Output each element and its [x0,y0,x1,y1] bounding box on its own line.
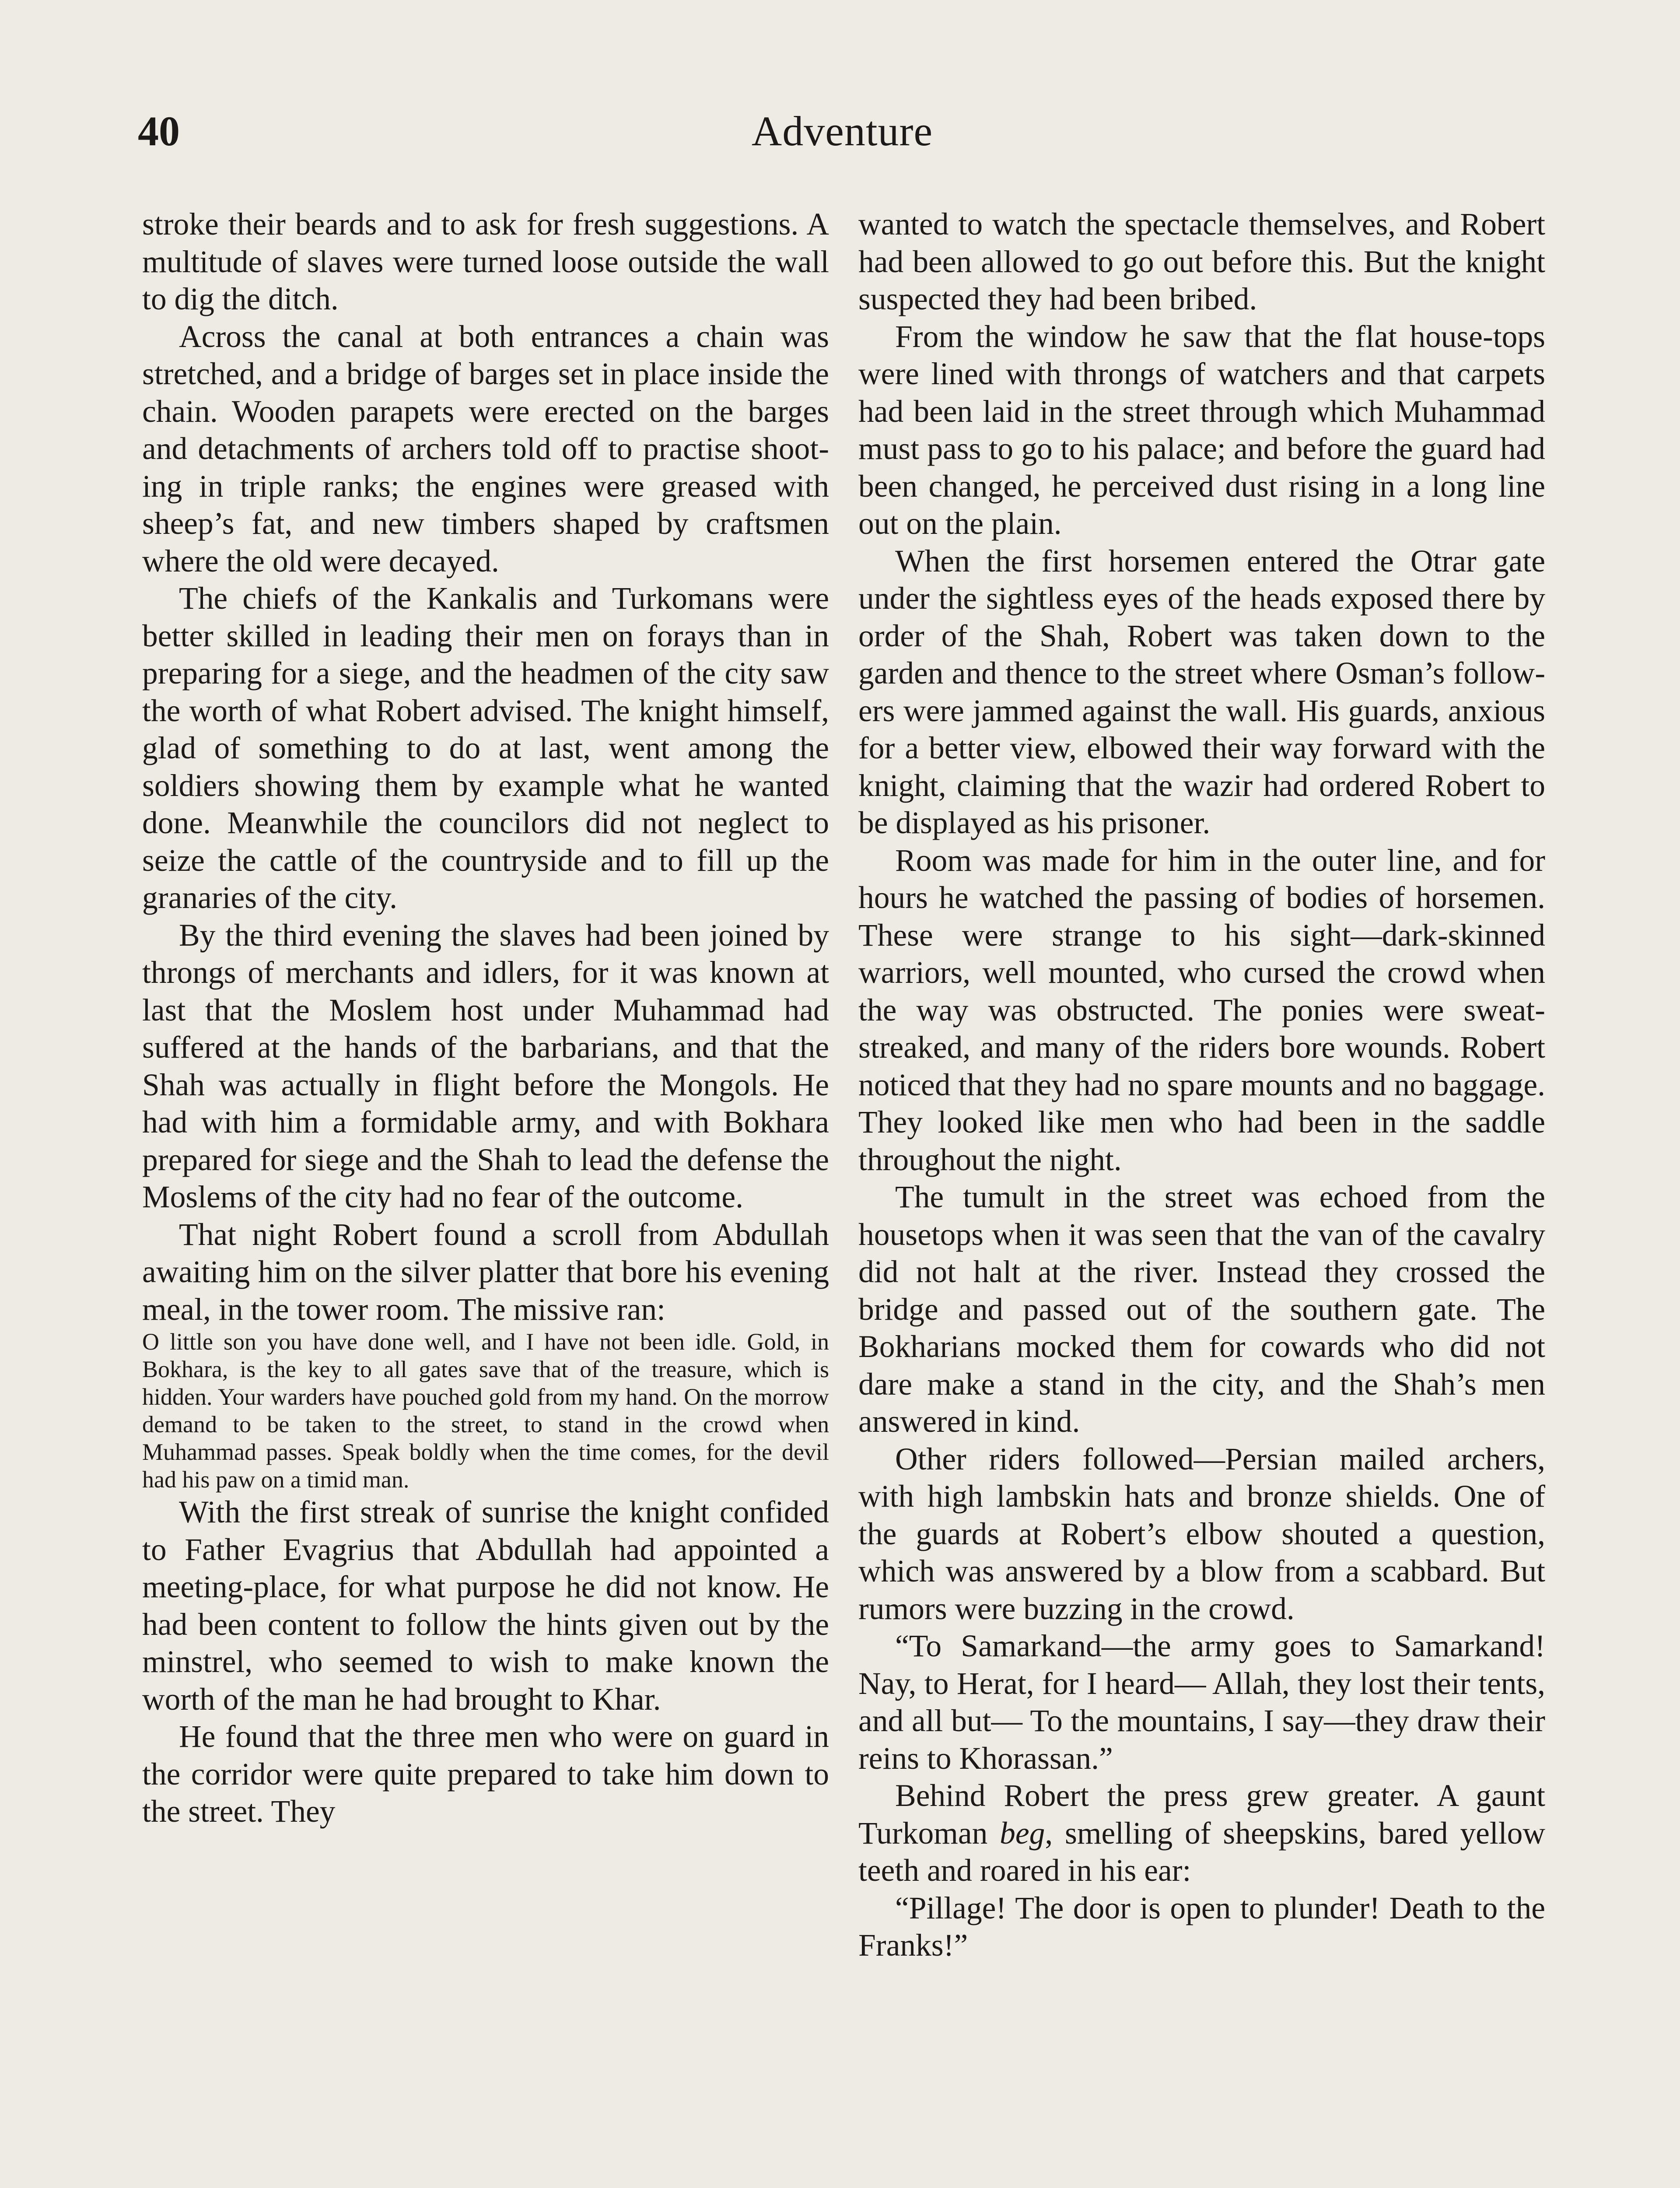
left-column [142,206,829,1830]
paragraph: wanted to watch the spectacle themselves, and Robert had been allowed to go out before this. But the knight suspected they had been bribed. [858,207,1545,316]
paragraph: Other riders followed—Persian mailed archers, with high lambskin hats and bronze shields. One of the guards at Robert’s elbow shouted a question, which was answered by a blow from a scabbard. But rumors were buzzing in the crowd. [858,1441,1545,1626]
paragraph: Room was made for him in the outer line, and for hours he watched the passing of bodies of horsemen. These were strange to his sight—dark-skinned warriors, well mounted, who cursed the crowd when the way was obstructed. The ponies were sweat-streaked, and many of the riders bore wounds. Robert noticed that they had no spare mounts and no baggage. They looked like men who had been in the saddle throughout the night. [858,843,1545,1177]
text-run: Behind Robert the press grew greater. A gaunt Turkoman [858,1778,1545,1851]
dialogue-paragraph: “To Samarkand—the army goes to Samarkand! Nay, to Herat, for I heard— Allah, they lost their tents, and all but— To the mountains, I say—they draw their reins to Khorassan.” [858,1629,1545,1776]
italic-word: beg [1000,1816,1045,1851]
page-number: 40 [138,108,180,154]
paragraph: That night Robert found a scroll from Abdullah awaiting him on the silver platter that bore his evening meal, in the tower room. The missive ran: [142,1217,829,1327]
paragraph: He found that the three men who were on guard in the corridor were quite prepared to take him down to the street. They [142,1719,829,1829]
paragraph: From the window he saw that the flat house-tops were lined with throngs of watchers and that carpets had been laid in the street through which Muhammad must pass to go to his palace; and before the guard had been changed, he perceived dust rising in a long line out on the plain. [858,319,1545,541]
running-title: Adventure [751,108,933,154]
paragraph: When the first horsemen entered the Otrar gate under the sightless eyes of the heads exposed there by order of the Shah, Robert was taken down to the garden and thence to the street where Osman’s followers were jammed against the wall. His guards, anxious for a better view, elbowed their way forward with the knight, claiming that the wazir had ordered Robert to be displayed as his prisoner. [858,543,1545,840]
page-header [138,105,1547,162]
paragraph: The chiefs of the Kankalis and Turkomans were better skilled in leading their men on forays than in preparing for a siege, and the headmen of the city saw the worth of what Robert advised. The knight himself, glad of something to do at last, went among the soldiers showing them by example what he wanted done. Meanwhile the councilors did not neglect to seize the cattle of the countryside and to fill up the granaries of the city. [142,581,829,915]
paragraph: With the first streak of sunrise the knight confided to Father Evagrius that Abdullah had appointed a meeting-place, for what purpose he did not know. He had been content to follow the hints given out by the minstrel, who seemed to wish to make known the worth of the man he had brought to Khar. [142,1495,829,1717]
paragraph: The tumult in the street was echoed from the housetops when it was seen that the van of the cavalry did not halt at the river. Instead they crossed the bridge and passed out of the southern gate. The Bokharians mocked them for cowards who did not dare make a stand in the city, and the Shah’s men answered in kind. [858,1180,1545,1439]
right-column [858,206,1545,1964]
paragraph: Across the canal at both entrances a chain was stretched, and a bridge of barges set in place inside the chain. Wooden parapets were erected on the barges and detachments of archers told off to practise shooting in triple ranks; the engines were greased with sheep’s fat, and new timbers shaped by craftsmen where the old were decayed. [142,319,829,579]
paragraph: By the third evening the slaves had been joined by throngs of merchants and idlers, for it was known at last that the Moslem host under Muhammad had suffered at the hands of the barbarians, and that the Shah was actually in flight before the Mongols. He had with him a formidable army, and with Bokhara prepared for siege and the Shah to lead the defense the Moslems of the city had no fear of the outcome. [142,918,829,1214]
paragraph: stroke their beards and to ask for fresh suggestions. A multitude of slaves were turned loose outside the wall to dig the ditch. [142,207,829,316]
dialogue-paragraph: “Pillage! The door is open to plunder! Death to the Franks!” [858,1890,1545,1963]
text-run: , smelling of sheepskins, bared yellow teeth and roared in his ear: [858,1816,1545,1888]
paragraph [858,1777,1545,1890]
quoted-letter: O little son you have done well, and I have not been idle. Gold, in Bokhara, is the key to all gates save that of the treasure, which is hidden. Your warders have pouched gold from my hand. On the morrow demand to be taken to the street, to stand in the crowd when Muhammad passes. Speak boldly when the time comes, for the devil had his paw on a timid man. [142,1329,829,1493]
